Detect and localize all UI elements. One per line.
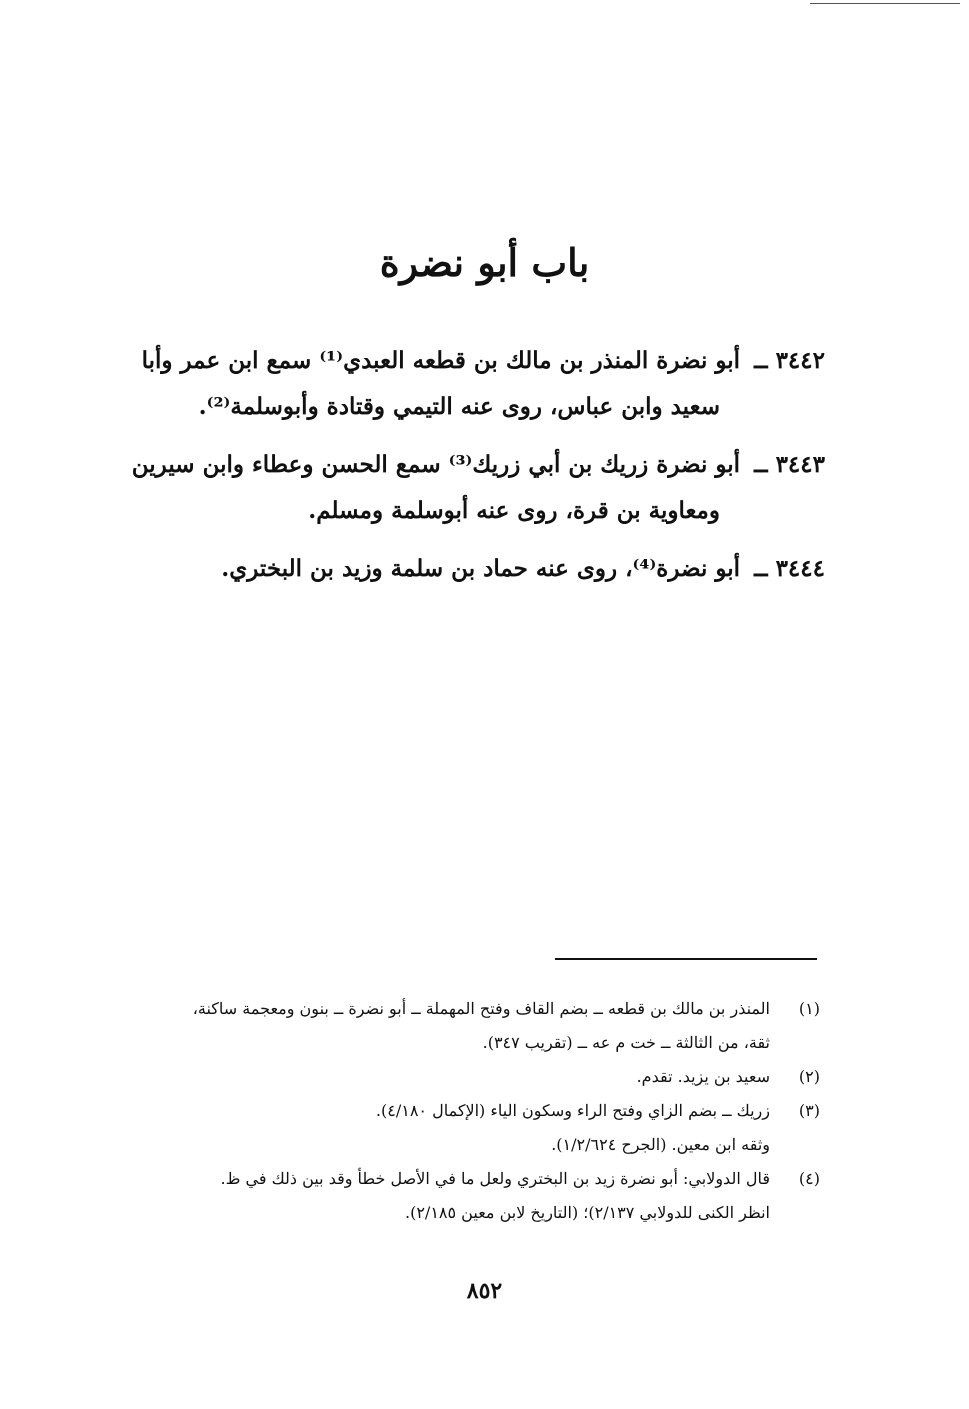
footnote-line: سعيد بن يزيد. تقدم. (636, 1067, 770, 1086)
entry-text: أبو نضرة زريك بن أبي زريك⁽³⁾ سمع الحسن وعطاء وابن سيرين (131, 451, 741, 478)
footnote-3 (130, 1094, 820, 1162)
page-number: ٨٥٢ (466, 1278, 503, 1304)
footnote-number: (٤) (798, 1169, 820, 1188)
entry-line (125, 442, 825, 488)
section-heading: باب أبو نضرة (379, 240, 590, 285)
footnote-number: (٣) (798, 1101, 820, 1120)
entry-continuation: ومعاوية بن قرة، روى عنه أبوسلمة ومسلم. (308, 497, 720, 524)
entries-list (125, 338, 825, 604)
footnote-number: (٢) (798, 1067, 820, 1086)
footnote-1 (130, 992, 820, 1060)
entry-continuation: سعيد وابن عباس، روى عنه التيمي وقتادة وأبوسلمة⁽²⁾. (198, 393, 720, 420)
footnote-line: قال الدولابي: أبو نضرة زيد بن البختري ولعل ما في الأصل خطأ وقد بين ذلك في ظ. (220, 1169, 770, 1188)
footnotes (130, 992, 820, 1230)
entry-3444 (125, 546, 825, 592)
footnote-4 (130, 1162, 820, 1230)
footnote-line: ثقة، من الثالثة ــ خت م عه ــ (تقريب ٣٤٧). (482, 1033, 770, 1052)
footnote-separator (555, 958, 817, 960)
entry-number: ٣٤٤٢ ــ (754, 347, 825, 374)
entry-line (125, 338, 825, 384)
footnote-line: زريك ــ بضم الزاي وفتح الراء وسكون الياء (الإكمال ٤/١٨٠). (375, 1101, 770, 1120)
footnote-line: المنذر بن مالك بن قطعه ــ بضم القاف وفتح المهملة ــ أبو نضرة ــ بنون ومعجمة ساكنة، (192, 999, 770, 1018)
footnote-line: وثقه ابن معين. (الجرح ١/٢/٦٢٤). (551, 1135, 770, 1154)
entry-text: أبو نضرة⁽⁴⁾، روى عنه حماد بن سلمة وزيد بن البختري. (221, 555, 741, 582)
entry-3443 (125, 442, 825, 534)
entry-number: ٣٤٤٤ ــ (754, 555, 825, 582)
entry-3442 (125, 338, 825, 430)
entry-text: أبو نضرة المنذر بن مالك بن قطعه العبدي⁽¹⁾ سمع ابن عمر وأبا (141, 347, 741, 374)
entry-line (125, 546, 825, 592)
footnote-line: انظر الكنى للدولابي ٢/١٣٧)؛ (التاريخ لابن معين ٢/١٨٥). (405, 1203, 770, 1222)
entry-number: ٣٤٤٣ ــ (754, 451, 825, 478)
top-edge-rule (810, 3, 960, 4)
footnote-number: (١) (798, 999, 820, 1018)
footnote-2 (130, 1060, 820, 1094)
